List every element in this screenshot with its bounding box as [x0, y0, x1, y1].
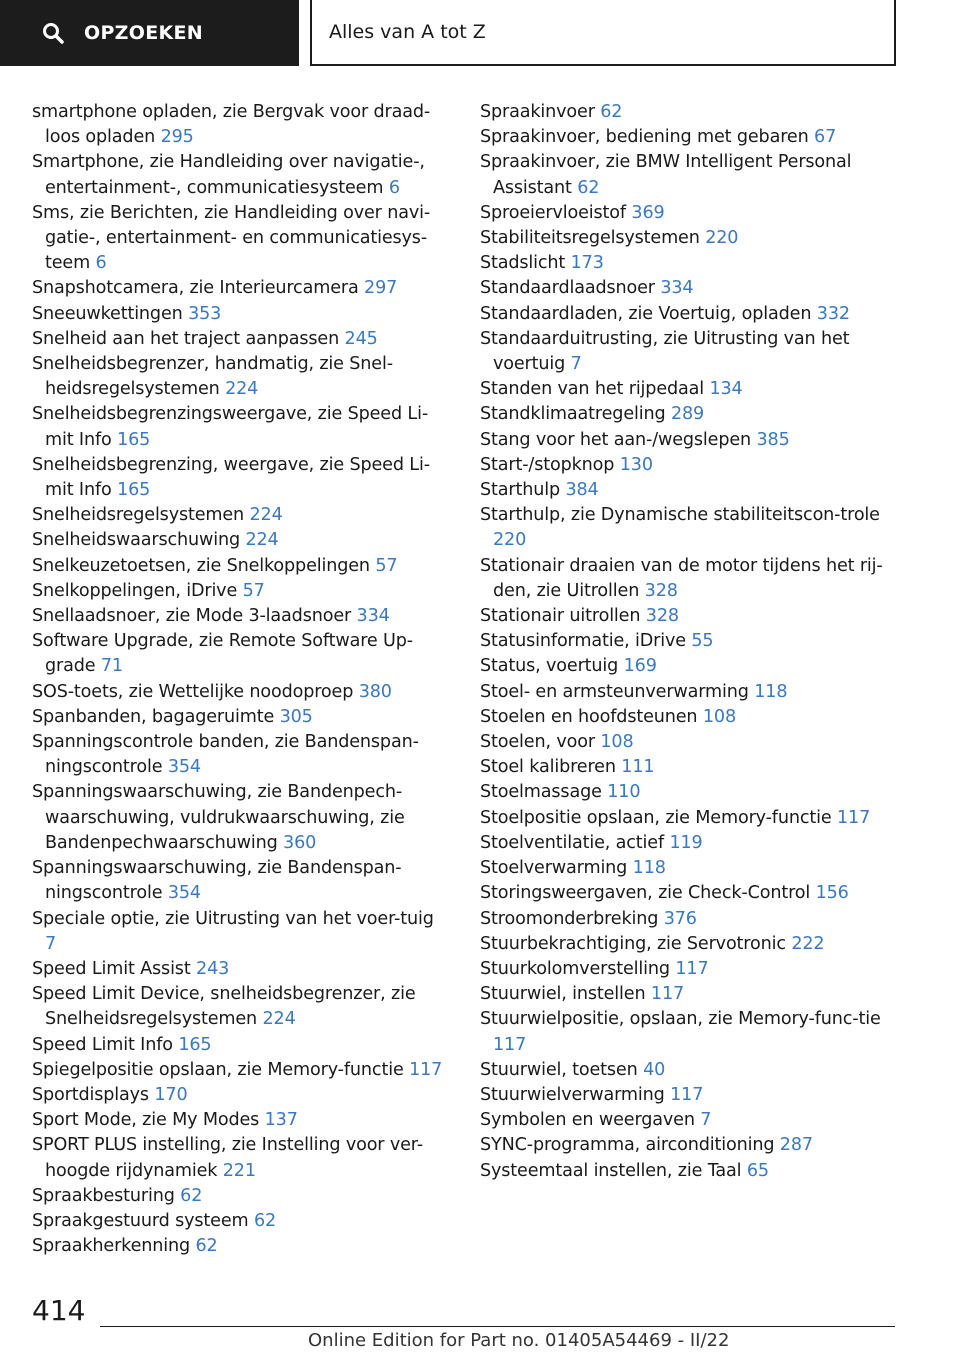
index-entry [480, 1133, 898, 1158]
index-entry [480, 1083, 898, 1108]
index-entry-term: Snelheidswaarschuwing [32, 530, 241, 551]
page-reference-link[interactable]: 118 [632, 858, 666, 879]
index-entry-term: Sport Mode, zie My Modes [32, 1110, 260, 1131]
index-entry-term: Statusinformatie, iDrive [480, 631, 686, 652]
page-reference-link[interactable]: 62 [253, 1210, 277, 1231]
index-column-right [480, 100, 898, 1184]
index-entry-term: Spanbanden, bagageruimte [32, 706, 275, 727]
index-entry [32, 1108, 450, 1133]
page-number: 414 [32, 1294, 86, 1327]
page-reference-link[interactable]: 117 [675, 958, 709, 979]
index-entry [32, 352, 450, 402]
index-entry [480, 1159, 898, 1184]
index-entry [480, 150, 898, 200]
magnifier-icon [42, 22, 64, 44]
page-reference-link[interactable]: 354 [167, 757, 201, 778]
index-entry-term: Speed Limit Info [32, 1034, 173, 1055]
page-reference-link[interactable]: 369 [631, 202, 665, 223]
index-entry-term: Stadslicht [480, 253, 566, 274]
page-reference-link[interactable]: 117 [650, 984, 685, 1005]
section-title-tab [310, 0, 896, 66]
page-reference-link[interactable]: 354 [167, 883, 201, 904]
index-entry-term: Stoelventilatie, actief [480, 832, 664, 853]
page-reference-link[interactable]: 360 [283, 832, 317, 853]
index-entry-term: Stoelen en hoofdsteunen [480, 706, 698, 727]
index-entry [480, 680, 898, 705]
page-reference-link[interactable]: 287 [779, 1135, 813, 1156]
index-entry [32, 780, 450, 856]
index-entry [480, 453, 898, 478]
index-entry [32, 302, 450, 327]
index-entry-term: SYNC-programma, airconditioning [480, 1135, 775, 1156]
index-entry [32, 730, 450, 780]
page-reference-link[interactable]: 384 [565, 480, 599, 501]
page-reference-link[interactable]: 108 [600, 732, 634, 753]
page-reference-link[interactable]: 62 [195, 1236, 218, 1257]
index-entry [32, 629, 450, 679]
page-reference-link[interactable]: 62 [577, 177, 600, 198]
page-reference-link[interactable]: 117 [493, 1034, 527, 1055]
index-entry-term: Stoelpositie opslaan, zie Memory-functie [480, 807, 832, 828]
index-entry [32, 1234, 450, 1259]
index-entry [480, 982, 898, 1007]
index-entry [480, 377, 898, 402]
page-reference-link[interactable]: 224 [262, 1009, 296, 1030]
index-entry-term: SOS-toets, zie Wettelijke noodoproep [32, 681, 354, 702]
index-entry-term: Spiegelpositie opslaan, zie Memory-functie [32, 1059, 404, 1080]
index-entry [480, 251, 898, 276]
index-entry [480, 831, 898, 856]
page-reference-link[interactable]: 385 [756, 429, 790, 450]
page-reference-link[interactable]: 130 [619, 454, 653, 475]
index-entry-term: Snelkoppelingen, iDrive [32, 580, 238, 601]
page-reference-link[interactable]: 170 [154, 1084, 188, 1105]
index-entry [480, 604, 898, 629]
page-reference-link[interactable]: 62 [600, 102, 623, 122]
index-entry-term: Snelkeuzetoetsen, zie Snelkoppelingen [32, 555, 370, 576]
page-reference-link[interactable]: 169 [623, 656, 657, 677]
index-entry-term: smartphone opladen, zie Bergvak voor draad-loos opladen [32, 102, 431, 148]
index-entry [480, 125, 898, 150]
page-reference-link[interactable]: 117 [670, 1084, 704, 1105]
page-reference-link[interactable]: 224 [249, 505, 283, 526]
index-entry-term: Standen van het rijpedaal [480, 379, 705, 400]
index-entry-term: Sms, zie Berichten, zie Handleiding over navi-gatie-, entertainment- en communicatiesys-teem [32, 202, 431, 274]
page-reference-link[interactable]: 220 [493, 530, 527, 551]
index-entry-term: Standklimaatregeling [480, 404, 666, 425]
page-reference-link[interactable]: 119 [669, 832, 703, 853]
page-reference-link[interactable]: 334 [356, 606, 390, 627]
page-reference-link[interactable]: 65 [746, 1160, 769, 1181]
page-reference-link[interactable]: 353 [188, 303, 222, 324]
index-entry-term: Stuurwiel, toetsen [480, 1059, 638, 1080]
index-entry-term: SPORT PLUS instelling, zie Instelling voor ver-hoogde rijdynamiek [32, 1135, 423, 1181]
index-entry [480, 100, 898, 125]
page-reference-link[interactable]: 110 [607, 782, 641, 803]
footer-divider [100, 1326, 895, 1327]
index-entry-term: Stuurwiel, instellen [480, 984, 646, 1005]
index-entry-term: Spraakherkenning [32, 1236, 191, 1257]
index-entry [480, 428, 898, 453]
index-entry-term: Spraakinvoer [480, 102, 595, 122]
index-entry [32, 1033, 450, 1058]
index-entry-term: Standaardlaadsnoer [480, 278, 655, 299]
page-reference-link[interactable]: 57 [242, 580, 265, 601]
index-entry [480, 302, 898, 327]
index-entry-term: Stoel- en armsteunverwarming [480, 681, 749, 702]
index-entry-term: Spraakinvoer, bediening met gebaren [480, 127, 809, 148]
page-reference-link[interactable]: 62 [180, 1185, 203, 1206]
index-entry-term: Systeemtaal instellen, zie Taal [480, 1160, 742, 1181]
index-entry [480, 503, 898, 553]
page-reference-link[interactable]: 245 [344, 328, 378, 349]
index-entry [480, 1108, 898, 1133]
page-reference-link[interactable]: 332 [816, 303, 850, 324]
index-entry-term: Software Upgrade, zie Remote Software Up-grade [32, 631, 413, 677]
index-entry-term: Spraakgestuurd systeem [32, 1210, 249, 1231]
index-entry [480, 629, 898, 654]
page-reference-link[interactable]: 55 [691, 631, 714, 652]
index-entry-term: Stoelmassage [480, 782, 602, 803]
index-entry [32, 100, 450, 150]
page-reference-link[interactable]: 334 [660, 278, 694, 299]
page-reference-link[interactable]: 6 [95, 253, 107, 274]
index-entry-term: Stationair draaien van de motor tijdens het rij-den, zie Uitrollen [480, 555, 883, 601]
index-entry-term: Status, voertuig [480, 656, 619, 677]
page-reference-link[interactable]: 108 [702, 706, 737, 727]
index-entry [480, 276, 898, 301]
index-entry-term: Sproeiervloeistof [480, 202, 626, 223]
index-entry-term: Stabiliteitsregelsystemen [480, 228, 700, 249]
page-header [0, 0, 960, 66]
page-reference-link[interactable]: 289 [670, 404, 705, 425]
index-entry [480, 1007, 898, 1057]
index-entry-term: Snapshotcamera, zie Interieurcamera [32, 278, 359, 299]
index-entry [480, 907, 898, 932]
page-reference-link[interactable]: 71 [100, 656, 123, 677]
index-entry [32, 957, 450, 982]
page-reference-link[interactable]: 224 [225, 379, 259, 400]
page-reference-link[interactable]: 7 [45, 933, 57, 954]
index-entry-term: Storingsweergaven, zie Check-Control [480, 883, 811, 904]
page-reference-link[interactable]: 295 [160, 127, 194, 148]
index-entry-term: Stuurwielpositie, opslaan, zie Memory-func-tie [480, 1009, 881, 1030]
page-reference-link[interactable]: 380 [358, 681, 392, 702]
page-reference-link[interactable]: 221 [222, 1160, 256, 1181]
index-entry-term: Starthulp, zie Dynamische stabiliteitscon-trole [480, 505, 880, 526]
page-reference-link[interactable]: 111 [621, 757, 655, 778]
page-reference-link[interactable]: 220 [705, 228, 739, 249]
index-entry [480, 201, 898, 226]
page-reference-link[interactable]: 297 [364, 278, 398, 299]
search-tab-label: OPZOEKEN [84, 22, 203, 44]
page-reference-link[interactable]: 134 [709, 379, 743, 400]
index-entry-term: Snelheidsbegrenzer, handmatig, zie Snel-heidsregelsystemen [32, 354, 393, 400]
page-reference-link[interactable]: 67 [814, 127, 837, 148]
index-entry-term: Stuurbekrachtiging, zie Servotronic [480, 933, 786, 954]
page-reference-link[interactable]: 40 [643, 1059, 666, 1080]
page-reference-link[interactable]: 224 [245, 530, 279, 551]
index-entry [32, 907, 450, 957]
index-entry [480, 402, 898, 427]
page-reference-link[interactable]: 118 [754, 681, 788, 702]
index-entry-term: Stroomonderbreking [480, 908, 659, 929]
index-entry-term: Standaarduitrusting, zie Uitrusting van het voertuig [480, 328, 850, 375]
index-entry [480, 1058, 898, 1083]
index-entry [32, 453, 450, 503]
index-entry-term: Stationair uitrollen [480, 606, 641, 627]
index-entry [32, 579, 450, 604]
search-tab[interactable] [0, 0, 299, 66]
index-entry [32, 276, 450, 301]
index-entry [480, 957, 898, 982]
page-reference-link[interactable]: 328 [645, 606, 679, 627]
index-entry [32, 705, 450, 730]
index-entry-term: Snelheidsregelsystemen [32, 505, 245, 526]
page-reference-link[interactable]: 117 [836, 807, 871, 828]
index-entry [32, 327, 450, 352]
index-entry-term: Spraakbesturing [32, 1185, 175, 1206]
index-entry [480, 806, 898, 831]
index-entry [480, 780, 898, 805]
index-entry [480, 654, 898, 679]
index-entry-term: Stang voor het aan-/wegslepen [480, 429, 752, 450]
index-entry-term: Symbolen en weergaven [480, 1110, 695, 1131]
page-reference-link[interactable]: 117 [409, 1059, 443, 1080]
index-entry-term: Start-/stopknop [480, 454, 615, 475]
index-entry [480, 932, 898, 957]
index-entry [32, 1083, 450, 1108]
page-reference-link[interactable]: 165 [178, 1034, 212, 1055]
index-entry-term: Stoelverwarming [480, 858, 628, 879]
index-entry [32, 402, 450, 452]
section-title: Alles van A tot Z [329, 21, 486, 43]
index-entry [32, 604, 450, 629]
index-entry [32, 1184, 450, 1209]
page-reference-link[interactable]: 7 [570, 354, 582, 375]
page-reference-link[interactable]: 57 [375, 555, 398, 576]
index-entry [480, 327, 898, 377]
index-entry [32, 554, 450, 579]
index-entry [32, 856, 450, 906]
page-reference-link[interactable]: 156 [815, 883, 849, 904]
index-entry-term: Spraakinvoer, zie BMW Intelligent Personal Assistant [480, 152, 852, 198]
index-entry-term: Spanningswaarschuwing, zie Bandenspan-ningscontrole [32, 858, 402, 904]
index-entry-term: Spanningscontrole banden, zie Bandenspan-ningscontrole [32, 732, 419, 778]
index-entry [32, 1133, 450, 1183]
index-entry [32, 982, 450, 1032]
index-entry-term: Smartphone, zie Handleiding over navigatie-, entertainment-, communicatiesysteem [32, 152, 425, 198]
index-entry [480, 856, 898, 881]
index-entry-term: Stuurkolomverstelling [480, 958, 670, 979]
index-entry-term: Snelheid aan het traject aanpassen [32, 328, 340, 349]
index-entry-term: Snelheidsbegrenzingsweergave, zie Speed Li-mit Info [32, 404, 429, 450]
index-entry-term: Sportdisplays [32, 1084, 149, 1105]
page-reference-link[interactable]: 6 [388, 177, 400, 198]
index-entry [480, 478, 898, 503]
index-entry [480, 705, 898, 730]
index-entry-term: Speed Limit Assist [32, 958, 191, 979]
page-reference-link[interactable]: 137 [264, 1110, 298, 1131]
page-reference-link[interactable]: 305 [279, 706, 313, 727]
index-entry [480, 881, 898, 906]
page-reference-link[interactable]: 165 [117, 429, 151, 450]
index-entry [480, 554, 898, 604]
index-entry-term: Speed Limit Device, snelheidsbegrenzer, zie Snelheidsregelsystemen [32, 984, 416, 1030]
index-entry-term: Speciale optie, zie Uitrusting van het voer-tuig [32, 908, 434, 929]
page-reference-link[interactable]: 376 [663, 908, 697, 929]
page-reference-link[interactable]: 7 [700, 1110, 712, 1131]
index-entry [480, 755, 898, 780]
index-entry [32, 503, 450, 528]
edition-note: Online Edition for Part no. 01405A54469 - II/22 [308, 1330, 730, 1351]
index-entry-term: Stoel kalibreren [480, 757, 616, 778]
index-entry [32, 528, 450, 553]
index-entry [480, 730, 898, 755]
index-entry [32, 680, 450, 705]
page-reference-link[interactable]: 173 [570, 253, 604, 274]
page-reference-link[interactable]: 328 [644, 580, 678, 601]
index-entry [480, 226, 898, 251]
index-entry-term: Stoelen, voor [480, 732, 595, 753]
index-entry-term: Starthulp [480, 480, 560, 501]
index-entry-term: Stuurwielverwarming [480, 1084, 665, 1105]
page-reference-link[interactable]: 165 [117, 480, 151, 501]
index-entry-term: Standaardladen, zie Voertuig, opladen [480, 303, 812, 324]
index-entry [32, 1058, 450, 1083]
index-entry-term: Spanningswaarschuwing, zie Bandenpech-waarschuwing, vuldrukwaarschuwing, zie Bandenpechwaarschuwing [32, 782, 405, 853]
page-reference-link[interactable]: 222 [791, 933, 825, 954]
index-entry-term: Snellaadsnoer, zie Mode 3-laadsnoer [32, 606, 352, 627]
index-entry [32, 1209, 450, 1234]
index-entry-term: Snelheidsbegrenzing, weergave, zie Speed Li-mit Info [32, 454, 430, 501]
index-column-left [32, 100, 450, 1259]
index-entry [32, 201, 450, 277]
index-entry-term: Sneeuwkettingen [32, 303, 183, 324]
page-reference-link[interactable]: 243 [196, 958, 230, 979]
index-entry [32, 150, 450, 200]
